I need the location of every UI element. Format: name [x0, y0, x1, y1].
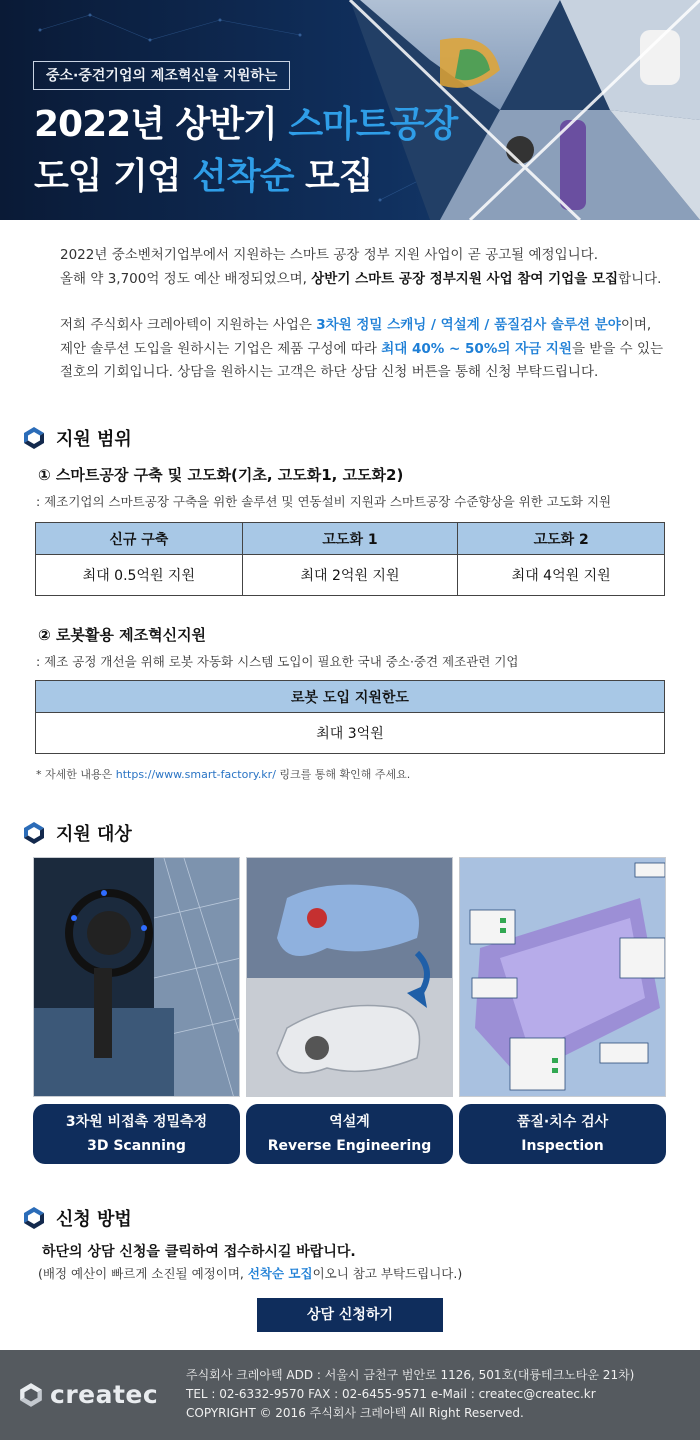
card-label-ko: 3차원 비접촉 정밀측정	[65, 1114, 208, 1130]
footer	[0, 1350, 700, 1440]
section-header-apply	[22, 1205, 132, 1231]
hero-title-line1	[34, 96, 457, 147]
apply-instructions: 하단의 상담 신청을 클릭하여 접수하시길 바랍니다.	[42, 1244, 356, 1260]
table-cell: 최대 2억원 지원	[242, 555, 458, 596]
reverse-engineering-image	[246, 857, 453, 1097]
table-cell: 최대 3억원	[36, 713, 665, 754]
target-card-reverse-engineering	[246, 1104, 453, 1164]
table-row	[36, 713, 665, 754]
smart-factory-link[interactable]: https://www.smart-factory.kr/	[115, 768, 276, 781]
scope-item-2-desc: : 제조 공정 개선을 위해 로봇 자동화 시스템 도입이 필요한 국내 중소·중견 제조관련 기업	[36, 654, 519, 669]
table-cell: 최대 0.5억원 지원	[36, 555, 243, 596]
card-label-en: Inspection	[521, 1138, 604, 1154]
hero-title-line2	[34, 148, 373, 199]
hero-title-text: 모집	[293, 156, 373, 197]
section-title: 신청 방법	[56, 1209, 132, 1230]
intro-text	[60, 244, 670, 408]
footer-address: 주식회사 크레아텍 ADD : 서울시 금천구 범안로 1126, 501호(대륭테크노타운 21차)	[186, 1368, 635, 1382]
intro-paragraph-2	[60, 314, 670, 385]
footer-info	[186, 1366, 634, 1423]
hero-subtitle: 중소·중견기업의 제조혁신을 지원하는	[33, 61, 290, 90]
createc-logo-icon	[18, 1382, 44, 1408]
inspection-image	[459, 857, 666, 1097]
hero-title-accent: 스마트공장	[288, 104, 458, 145]
intro-line: 을 받을 수 있는	[571, 340, 664, 357]
support-table-1	[35, 522, 665, 596]
apply-note	[38, 1264, 462, 1282]
hero-title-text: 2022년 상반기	[34, 104, 289, 145]
apply-note-highlight: 선착순 모집	[247, 1266, 313, 1281]
createc-logo-icon	[22, 1206, 46, 1230]
note-text: 링크를 통해 확인해 주세요.	[275, 768, 411, 781]
intro-paragraph-1	[60, 244, 670, 291]
intro-line: 절호의 기회입니다. 상담을 원하시는 고객은 하단 상담 신청 버튼을 통해 신청 부탁드립니다.	[60, 364, 599, 380]
card-label-ko: 품질·치수 검사	[516, 1114, 609, 1130]
scope-item-1-title: ① 스마트공장 구축 및 고도화(기초, 고도화1, 고도화2)	[38, 466, 404, 484]
table-row	[36, 555, 665, 596]
intro-line: 이며,	[620, 317, 652, 333]
card-label-ko: 역설계	[329, 1114, 370, 1130]
note-text: * 자세한 내용은	[36, 768, 116, 781]
section-header-scope	[22, 425, 132, 451]
table-header-cell: 고도화 1	[242, 523, 458, 555]
card-label-en: Reverse Engineering	[267, 1138, 432, 1154]
footer-contact: TEL : 02-6332-9570 FAX : 02-6455-9571 e-Mail : createc@createc.kr	[186, 1387, 596, 1401]
intro-highlight: 3차원 정밀 스캐닝 / 역설계 / 품질검사 솔루션 분야	[316, 317, 621, 333]
intro-line: 올해 약 3,700억 정도 예산 배정되었으며,	[60, 270, 312, 287]
hero-title-accent: 선착순	[192, 156, 294, 197]
createc-logo-icon	[22, 426, 46, 450]
scope-item-2-title: ② 로봇활용 제조혁신지원	[38, 626, 207, 644]
table-header-cell: 로봇 도입 지원한도	[36, 681, 665, 713]
table-cell: 최대 4억원 지원	[458, 555, 665, 596]
createc-logo-icon	[22, 821, 46, 845]
3d-scanning-image	[33, 857, 240, 1097]
intro-line: 제안 솔루션 도입을 원하시는 기업은 제품 구성에 따라	[60, 340, 382, 357]
footer-logo	[18, 1380, 158, 1409]
apply-note-text: (배정 예산이 빠르게 소진될 예정이며,	[38, 1266, 248, 1281]
consultation-request-button[interactable]: 상담 신청하기	[257, 1298, 443, 1332]
intro-line: 저희 주식회사 크레아텍이 지원하는 사업은	[60, 317, 317, 333]
scope-item-1-desc: : 제조기업의 스마트공장 구축을 위한 솔루션 및 연동설비 지원과 스마트공장 수준향상을 위한 고도화 지원	[36, 494, 612, 509]
table-header-cell: 신규 구축	[36, 523, 243, 555]
intro-highlight: 최대 40% ~ 50%의 자금 지원	[381, 340, 572, 357]
hero-title-text: 도입 기업	[34, 156, 193, 197]
card-label-en: 3D Scanning	[87, 1138, 186, 1154]
support-table-2	[35, 680, 665, 754]
section-title: 지원 범위	[56, 429, 132, 450]
intro-line: 2022년 중소벤처기업부에서 지원하는 스마트 공장 정부 지원 사업이 곧 공고될 예정입니다.	[60, 247, 598, 263]
table-header-cell: 고도화 2	[458, 523, 665, 555]
footer-copyright: COPYRIGHT © 2016 주식회사 크레아텍 All Right Reserved.	[186, 1406, 524, 1420]
section-header-target	[22, 820, 132, 846]
section-title: 지원 대상	[56, 824, 132, 845]
table-header-row	[36, 681, 665, 713]
apply-note-text: 이오니 참고 부탁드립니다.)	[312, 1266, 463, 1281]
table-header-row	[36, 523, 665, 555]
target-card-inspection	[459, 1104, 666, 1164]
hero-banner	[0, 0, 700, 220]
target-card-3d-scanning	[33, 1104, 240, 1164]
scope-note	[36, 766, 410, 782]
intro-line: 합니다.	[618, 270, 662, 287]
intro-highlight: 상반기 스마트 공장 정부지원 사업 참여 기업을 모집	[311, 270, 619, 287]
brand-name: createc	[50, 1380, 159, 1409]
